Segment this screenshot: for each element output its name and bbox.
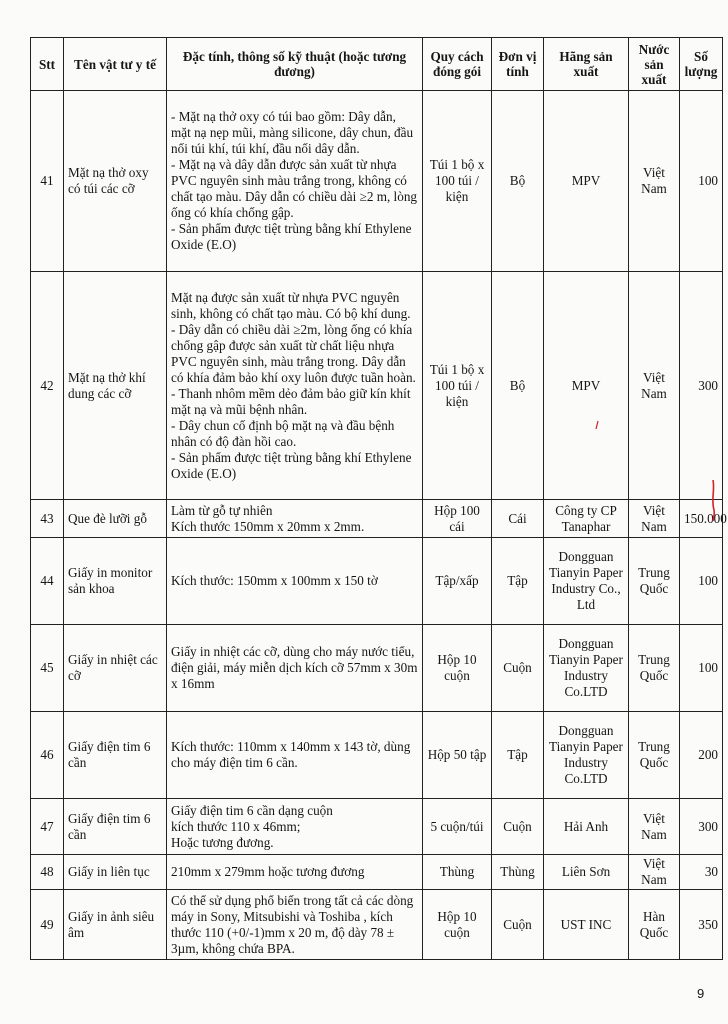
row-maker: Liên Sơn (544, 855, 629, 890)
header-unit: Đơn vị tính (492, 38, 544, 91)
row-maker: MPV (544, 91, 629, 272)
row-maker: Dongguan Tianyin Paper Industry Co.LTD (544, 712, 629, 799)
table-row (31, 538, 723, 625)
row-name: Giấy in ảnh siêu âm (64, 890, 167, 960)
spec-line: Mặt nạ được sản xuất từ nhựa PVC nguyên sinh, không có chất tạo màu. Có bộ khí dung. (171, 289, 411, 321)
row-name: Mặt nạ thở oxy có túi các cỡ (64, 91, 167, 272)
row-qty: 100 (680, 91, 723, 272)
row-origin: Việt Nam (629, 500, 680, 538)
spec-line: - Dây dẫn có chiều dài ≥2m, lòng ống có khía chống gập được sản xuất từ chất liệu nhựa PVC nguyên sinh, màu trắng trong. Dây dẫn có khía đảm bảo khí oxy luôn được tuần hoàn. (171, 321, 416, 385)
row-spec (167, 890, 423, 960)
row-name: Mặt nạ thở khí dung các cỡ (64, 272, 167, 500)
header-packaging: Quy cách đóng gói (423, 38, 492, 91)
row-qty: 350 (680, 890, 723, 960)
row-packaging: Túi 1 bộ x 100 túi / kiện (423, 272, 492, 500)
row-qty: 300 (680, 799, 723, 855)
row-origin: Việt Nam (629, 272, 680, 500)
row-packaging: Túi 1 bộ x 100 túi / kiện (423, 91, 492, 272)
row-maker: MPV (544, 272, 629, 500)
spec-line: Hoặc tương đương. (171, 834, 274, 850)
header-origin: Nước sản xuất (629, 38, 680, 91)
row-origin: Trung Quốc (629, 538, 680, 625)
table-header-row (31, 38, 723, 91)
row-unit: Thùng (492, 855, 544, 890)
spec-line: Kích thước: 150mm x 100mm x 150 tờ (171, 573, 378, 588)
row-origin: Trung Quốc (629, 625, 680, 712)
row-stt: 41 (31, 91, 64, 272)
row-stt: 43 (31, 500, 64, 538)
spec-line: - Mặt nạ và dây dẫn được sản xuất từ nhựa PVC nguyên sinh màu trắng trong, không có chất tạo màu. Dây dẫn có chiều dài ≥2 m, lòng ống có khía chống gập. (171, 157, 418, 220)
row-spec (167, 712, 423, 799)
header-stt: Stt (31, 38, 64, 91)
row-unit: Cuộn (492, 625, 544, 712)
spec-line: Có thể sử dụng phổ biến trong tất cả các dòng máy in Sony, Mitsubishi và Toshiba , kích thước 110 (+0/-1)mm x 20 m, độ dày 78 ± 3µm, không chứa BPA. (171, 892, 414, 956)
row-name: Giấy in nhiệt các cỡ (64, 625, 167, 712)
spec-line: Làm từ gỗ tự nhiên (171, 502, 273, 518)
row-maker: Công ty CP Tanaphar (544, 500, 629, 538)
red-tick-mark (594, 420, 600, 430)
row-maker: Hải Anh (544, 799, 629, 855)
row-unit: Cuộn (492, 890, 544, 960)
row-unit: Cuộn (492, 799, 544, 855)
row-stt: 46 (31, 712, 64, 799)
spec-line: - Sản phẩm được tiệt trùng bằng khí Ethylene Oxide (E.O) (171, 449, 412, 481)
spec-line: Kích thước: 110mm x 140mm x 143 tờ, dùng cho máy điện tim 6 cần. (171, 739, 411, 770)
row-spec (167, 500, 423, 538)
table-body (31, 91, 727, 960)
row-unit: Bộ (492, 272, 544, 500)
spec-line: 210mm x 279mm hoặc tương đương (171, 864, 365, 879)
spec-line: - Thanh nhôm mềm dẻo đảm bảo giữ kín khít mặt nạ và mũi bệnh nhân. (171, 385, 411, 417)
spec-line: Kích thước 150mm x 20mm x 2mm. (171, 518, 365, 534)
header-name: Tên vật tư y tế (64, 38, 167, 91)
row-name: Que đè lưỡi gỗ (64, 500, 167, 538)
table-row (31, 799, 723, 855)
row-origin: Việt Nam (629, 91, 680, 272)
row-unit: Cái (492, 500, 544, 538)
row-qty: 300 (680, 272, 723, 500)
row-qty: 100 (680, 538, 723, 625)
page-number: 9 (697, 986, 705, 1001)
row-unit: Bộ (492, 91, 544, 272)
table-row (31, 500, 723, 538)
row-packaging: Hộp 10 cuộn (423, 890, 492, 960)
row-unit: Tập (492, 538, 544, 625)
row-name: Giấy in liên tục (64, 855, 167, 890)
spec-line: - Dây chun cố định bộ mặt nạ và đầu bệnh nhân có độ đàn hồi cao. (171, 417, 395, 449)
row-spec (167, 538, 423, 625)
row-stt: 42 (31, 272, 64, 500)
row-stt: 44 (31, 538, 64, 625)
table-row (31, 712, 723, 799)
row-origin: Việt Nam (629, 799, 680, 855)
row-qty: 150.000 (680, 500, 723, 538)
spec-line: Giấy điện tim 6 cần dạng cuộn (171, 802, 333, 818)
row-stt: 47 (31, 799, 64, 855)
row-qty: 100 (680, 625, 723, 712)
row-maker: UST INC (544, 890, 629, 960)
row-packaging: Hộp 10 cuộn (423, 625, 492, 712)
row-packaging: Hộp 100 cái (423, 500, 492, 538)
table-row (31, 91, 723, 272)
row-origin: Việt Nam (629, 855, 680, 890)
row-unit: Tập (492, 712, 544, 799)
row-packaging: Thùng (423, 855, 492, 890)
table-row (31, 890, 723, 960)
row-spec (167, 272, 423, 500)
row-spec (167, 91, 423, 272)
table-row (31, 625, 723, 712)
row-packaging: Tập/xấp (423, 538, 492, 625)
spec-line: kích thước 110 x 46mm; (171, 818, 301, 834)
row-origin: Trung Quốc (629, 712, 680, 799)
row-spec (167, 625, 423, 712)
table-row (31, 855, 723, 890)
spec-line: Giấy in nhiệt các cỡ, dùng cho máy nước tiểu, điện giải, máy miễn dịch kích cỡ 57mm x 30m x 16mm (171, 644, 418, 691)
spec-line: - Mặt nạ thở oxy có túi bao gồm: Dây dẫn, mặt nạ nẹp mũi, màng silicone, dây chun, đầu nối túi khí, túi khí, đầu nối dây dẫn. (171, 109, 414, 156)
supplies-table (30, 37, 727, 960)
row-maker: Dongguan Tianyin Paper Industry Co.LTD (544, 625, 629, 712)
spec-line: - Sản phẩm được tiệt trùng bằng khí Ethylene Oxide (E.O) (171, 221, 412, 252)
table-row (31, 272, 723, 500)
red-pen-mark (710, 478, 716, 522)
row-packaging: Hộp 50 tập (423, 712, 492, 799)
row-spec (167, 799, 423, 855)
header-maker: Hãng sản xuất (544, 38, 629, 91)
row-qty: 200 (680, 712, 723, 799)
row-spec (167, 855, 423, 890)
row-stt: 48 (31, 855, 64, 890)
row-name: Giấy in monitor sản khoa (64, 538, 167, 625)
row-stt: 49 (31, 890, 64, 960)
header-spec: Đặc tính, thông số kỹ thuật (hoặc tương đương) (167, 38, 423, 91)
row-maker: Dongguan Tianyin Paper Industry Co., Ltd (544, 538, 629, 625)
row-origin: Hàn Quốc (629, 890, 680, 960)
row-stt: 45 (31, 625, 64, 712)
header-qty: Số lượng (680, 38, 723, 91)
row-name: Giấy điện tim 6 cần (64, 712, 167, 799)
row-name: Giấy điện tim 6 cần (64, 799, 167, 855)
row-qty: 30 (680, 855, 723, 890)
row-packaging: 5 cuộn/túi (423, 799, 492, 855)
